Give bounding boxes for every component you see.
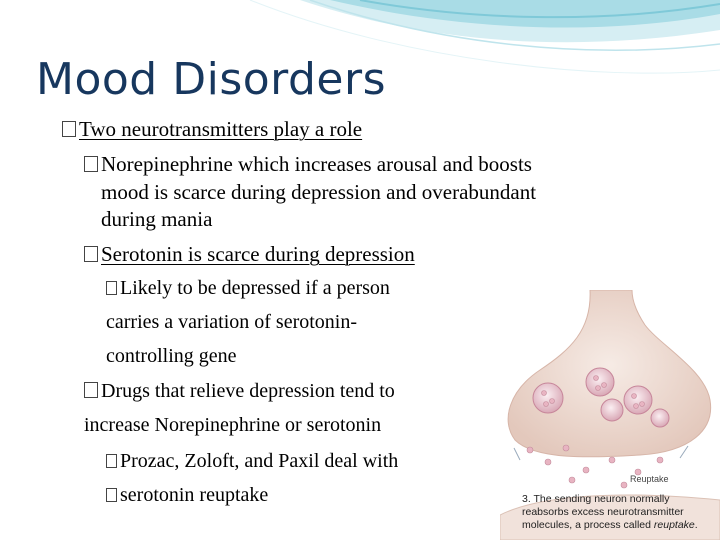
slide-title: Mood Disorders <box>36 54 386 105</box>
bullet-neurotransmitters: Two neurotransmitters play a role <box>62 117 362 141</box>
bullet-ssri-names: Prozac, Zoloft, and Paxil deal with <box>106 450 398 473</box>
bullet-serotonin: Serotonin is scarce during depression <box>84 242 415 266</box>
bullet-icon <box>106 488 117 502</box>
bullet-norepinephrine: Norepinephrine which increases arousal and boosts <box>84 152 532 176</box>
figure-caption: 3. The sending neuron normally reabsorbs excess neurotransmitter molecules, a process called reuptake. <box>522 493 698 532</box>
bullet-icon <box>84 156 98 172</box>
bullet-gene-variation-line3: controlling gene <box>106 345 237 367</box>
bullet-gene-variation: Likely to be depressed if a person <box>106 277 390 300</box>
bullet-gene-variation-line2: carries a variation of serotonin- <box>106 311 358 333</box>
bullet-icon <box>62 121 76 137</box>
bullet-drugs: Drugs that relieve depression tend to <box>84 380 395 403</box>
bullet-reuptake: serotonin reuptake <box>106 484 268 507</box>
bullet-icon <box>106 454 117 468</box>
bullet-icon <box>84 246 98 262</box>
bullet-norepinephrine-line3: during mania <box>101 207 213 231</box>
bullet-norepinephrine-line2: mood is scarce during depression and overabundant <box>101 180 537 204</box>
bullet-icon <box>106 281 117 295</box>
bullet-icon <box>84 382 98 398</box>
bullet-drugs-line2: increase Norepinephrine or serotonin <box>84 414 382 436</box>
reuptake-label: Reuptake <box>630 474 669 484</box>
